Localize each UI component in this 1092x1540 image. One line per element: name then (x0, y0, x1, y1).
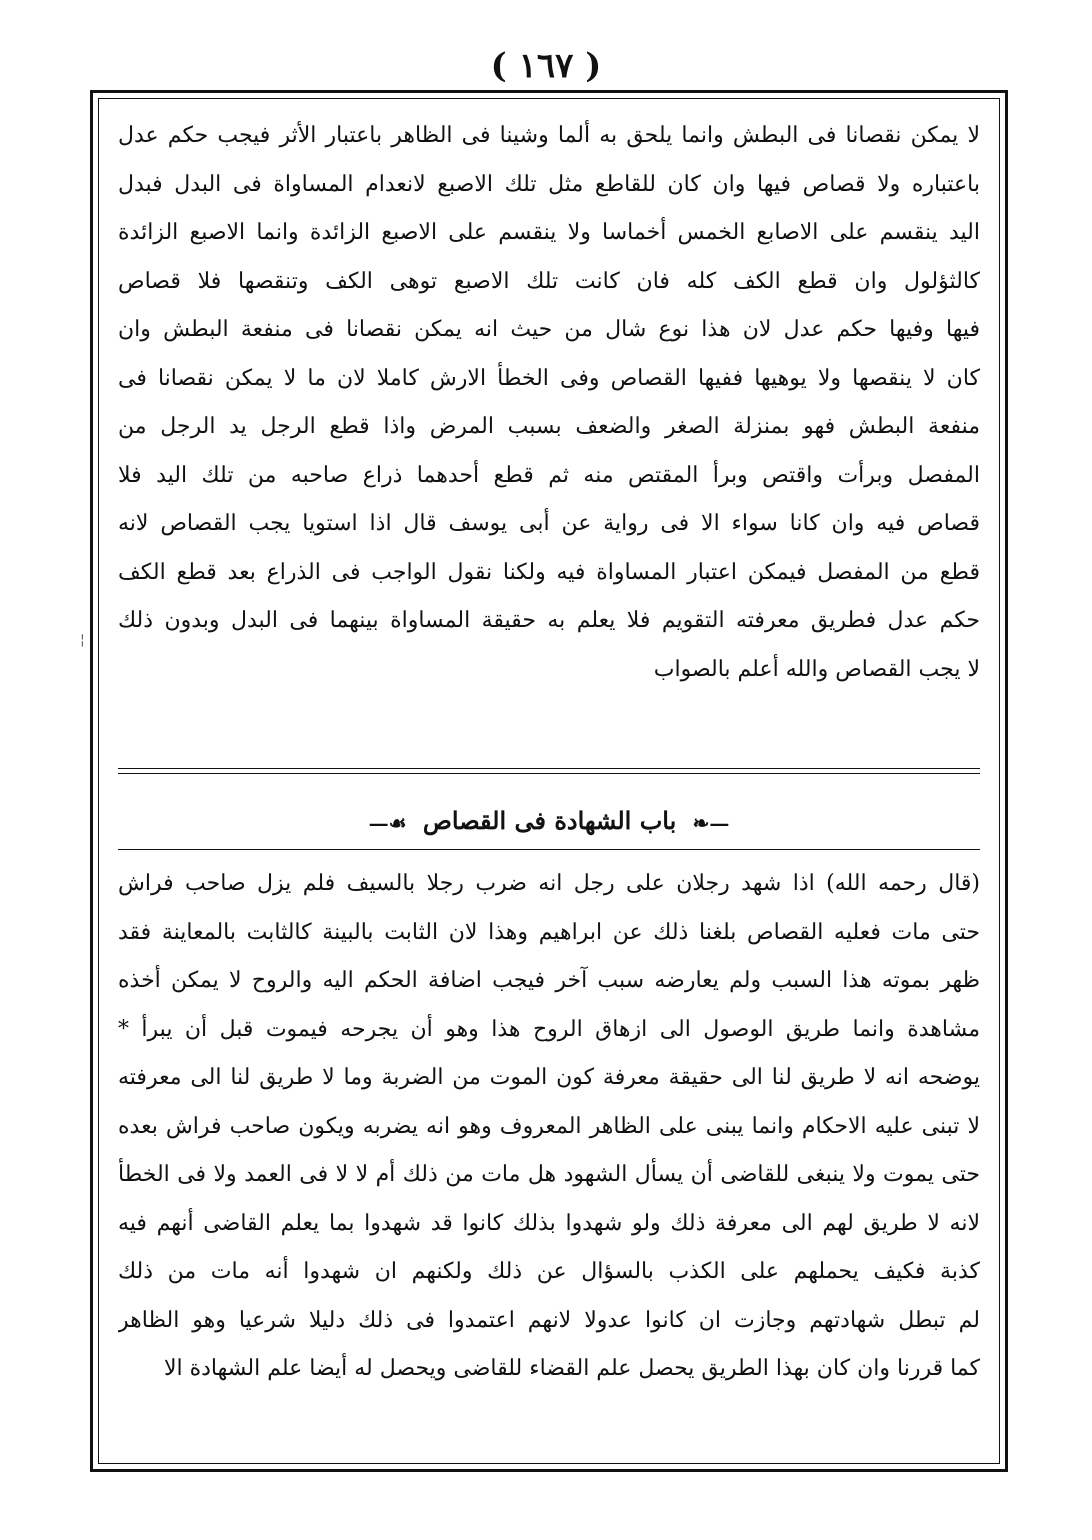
text-line: ظهر بموته هذا السبب ولم يعارضه سبب آخر فيجب اضافة الحكم اليه والروح لا يمكن أخذه (118, 968, 980, 993)
text-line: المفصل وبرأت واقتص وبرأ المقتص منه ثم قطع أحدهما ذراع صاحبه من تلك اليد فلا (118, 462, 980, 488)
ornament-right-icon: —❧ (692, 810, 730, 835)
text-line: يوضحه انه لا طريق لنا الى حقيقة معرفة كون الموت من الضربة وما لا طريق لنا الى معرفته (118, 1065, 980, 1090)
chapter-heading (118, 796, 980, 846)
text-line: لم تبطل شهادتهم وجازت ان كانوا عدولا لانهم اعتمدوا فى ذلك دليلا شرعيا وهو الظاهر (118, 1307, 980, 1333)
text-line: كذبة فكيف يحملهم على الكذب بالسؤال عن ذلك ولكنهم ان شهدوا أنه مات من ذلك (118, 1259, 980, 1284)
text-line: باعتباره ولا قصاص فيها وان كان للقاطع مثل تلك الاصبع لانعدام المساواة فى البدل فبدل (118, 171, 980, 197)
chapter-title: باب الشهادة فى القصاص (422, 806, 677, 835)
text-line: مشاهدة وانما طريق الوصول الى ازهاق الروح هذا وهو أن يجرحه فيموت قبل أن يبرأ * (118, 1016, 980, 1042)
text-line: فيها وفيها حكم عدل لان هذا نوع شال من حيث انه يمكن نقصانا فى منفعة البطش وان (118, 317, 980, 342)
text-line: اليد ينقسم على الاصابع الخمس أخماسا ولا ينقسم على الاصبع الزائدة وانما الاصبع الزائدة (118, 220, 980, 245)
text-line: لا يجب القصاص والله أعلم بالصواب (653, 656, 980, 682)
text-line: كان لا ينقصها ولا يوهيها ففيها القصاص وفى الخطأ الارش كاملا لان ما لا يمكن نقصانا فى (118, 365, 980, 391)
text-line: قطع من المفصل فيمكن اعتبار المساواة فيه ولكنا نقول الواجب فى الذراع بعد قطع الكف (118, 559, 980, 585)
text-line: حكم عدل فطريق معرفته التقويم فلا يعلم به حقيقة المساواة بينهما فى البدل وبدون ذلك (118, 608, 980, 633)
text-line: كما قررنا وان كان بهذا الطريق يحصل علم القضاء للقاضى ويحصل له أيضا علم الشهادة الا (163, 1356, 980, 1381)
margin-mark: ¦ (80, 632, 85, 648)
text-line: حتى يموت ولا ينبغى للقاضى أن يسأل الشهود هل مات من ذلك أم لا لا فى العمد ولا فى الخطأ (118, 1162, 980, 1187)
ornament-left-icon: ☙— (368, 810, 407, 835)
section-divider-bottom (118, 849, 980, 850)
page-number: ( ١٦٧ ) (490, 46, 602, 86)
text-line: لانه لا طريق لهم الى معرفة ذلك ولو شهدوا بذلك كانوا قد شهدوا بما يعلم القاضى أنهم فيه (118, 1210, 980, 1236)
lower-paragraph (118, 860, 980, 1394)
text-line: كالثؤلول وان قطع الكف كله فان كانت تلك الاصبع توهى الكف وتنقصها فلا قصاص (118, 268, 980, 294)
text-line: قصاص فيه وان كانا سواء الا فى رواية عن أبى يوسف قال اذا استويا يجب القصاص لانه (118, 511, 980, 536)
text-line: (قال رحمه الله) اذا شهد رجلان على رجل انه ضرب رجلا بالسيف فلم يزل صاحب فراش (118, 871, 980, 896)
upper-paragraph (118, 112, 980, 694)
text-line: لا تبنى عليه الاحكام وانما يبنى على الظاهر المعروف وهو انه يضربه ويكون صاحب فراش بعده (118, 1113, 980, 1139)
text-line: لا يمكن نقصانا فى البطش وانما يلحق به ألما وشينا فى الظاهر باعتبار الأثر فيجب حكم عدل (118, 123, 980, 148)
text-line: منفعة البطش فهو بمنزلة الصغر والضعف بسبب المرض واذا قطع الرجل يد الرجل من (118, 414, 980, 439)
section-divider-top (118, 768, 980, 774)
text-line: حتى مات فعليه القصاص بلغنا ذلك عن ابراهيم وهذا لان الثابت بالبينة كالثابت بالمعاينة فقد (118, 919, 980, 945)
